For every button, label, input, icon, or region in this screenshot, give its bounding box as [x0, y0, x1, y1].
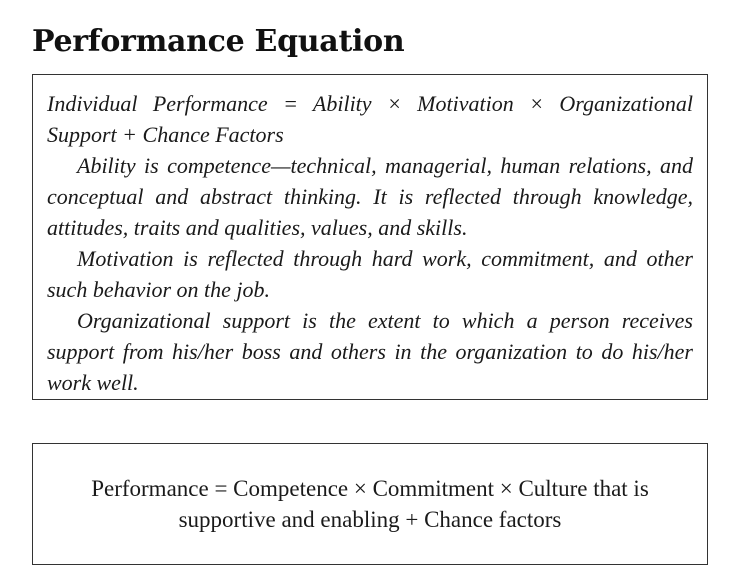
ability-definition: Ability is competence—technical, managerial, human relations, and conceptual and abstract thinking. It is reflected through knowledge, attitudes, traits and qualities, values, and skills.	[47, 153, 693, 240]
page-title: Performance Equation	[32, 24, 405, 59]
organizational-support-definition: Organizational support is the extent to which a person receives support from his/her boss and others in the organization to do his/her work well.	[47, 308, 693, 395]
motivation-definition: Motivation is reflected through hard work, commitment, and other such behavior on the job.	[47, 246, 693, 302]
definition-box	[32, 74, 708, 400]
formula-box	[32, 443, 708, 565]
performance-formula: Performance = Competence × Commitment × Culture that is supportive and enabling + Chance factors	[91, 476, 649, 532]
equation-line: Individual Performance = Ability × Motivation × Organizational Support + Chance Factors	[47, 91, 693, 147]
